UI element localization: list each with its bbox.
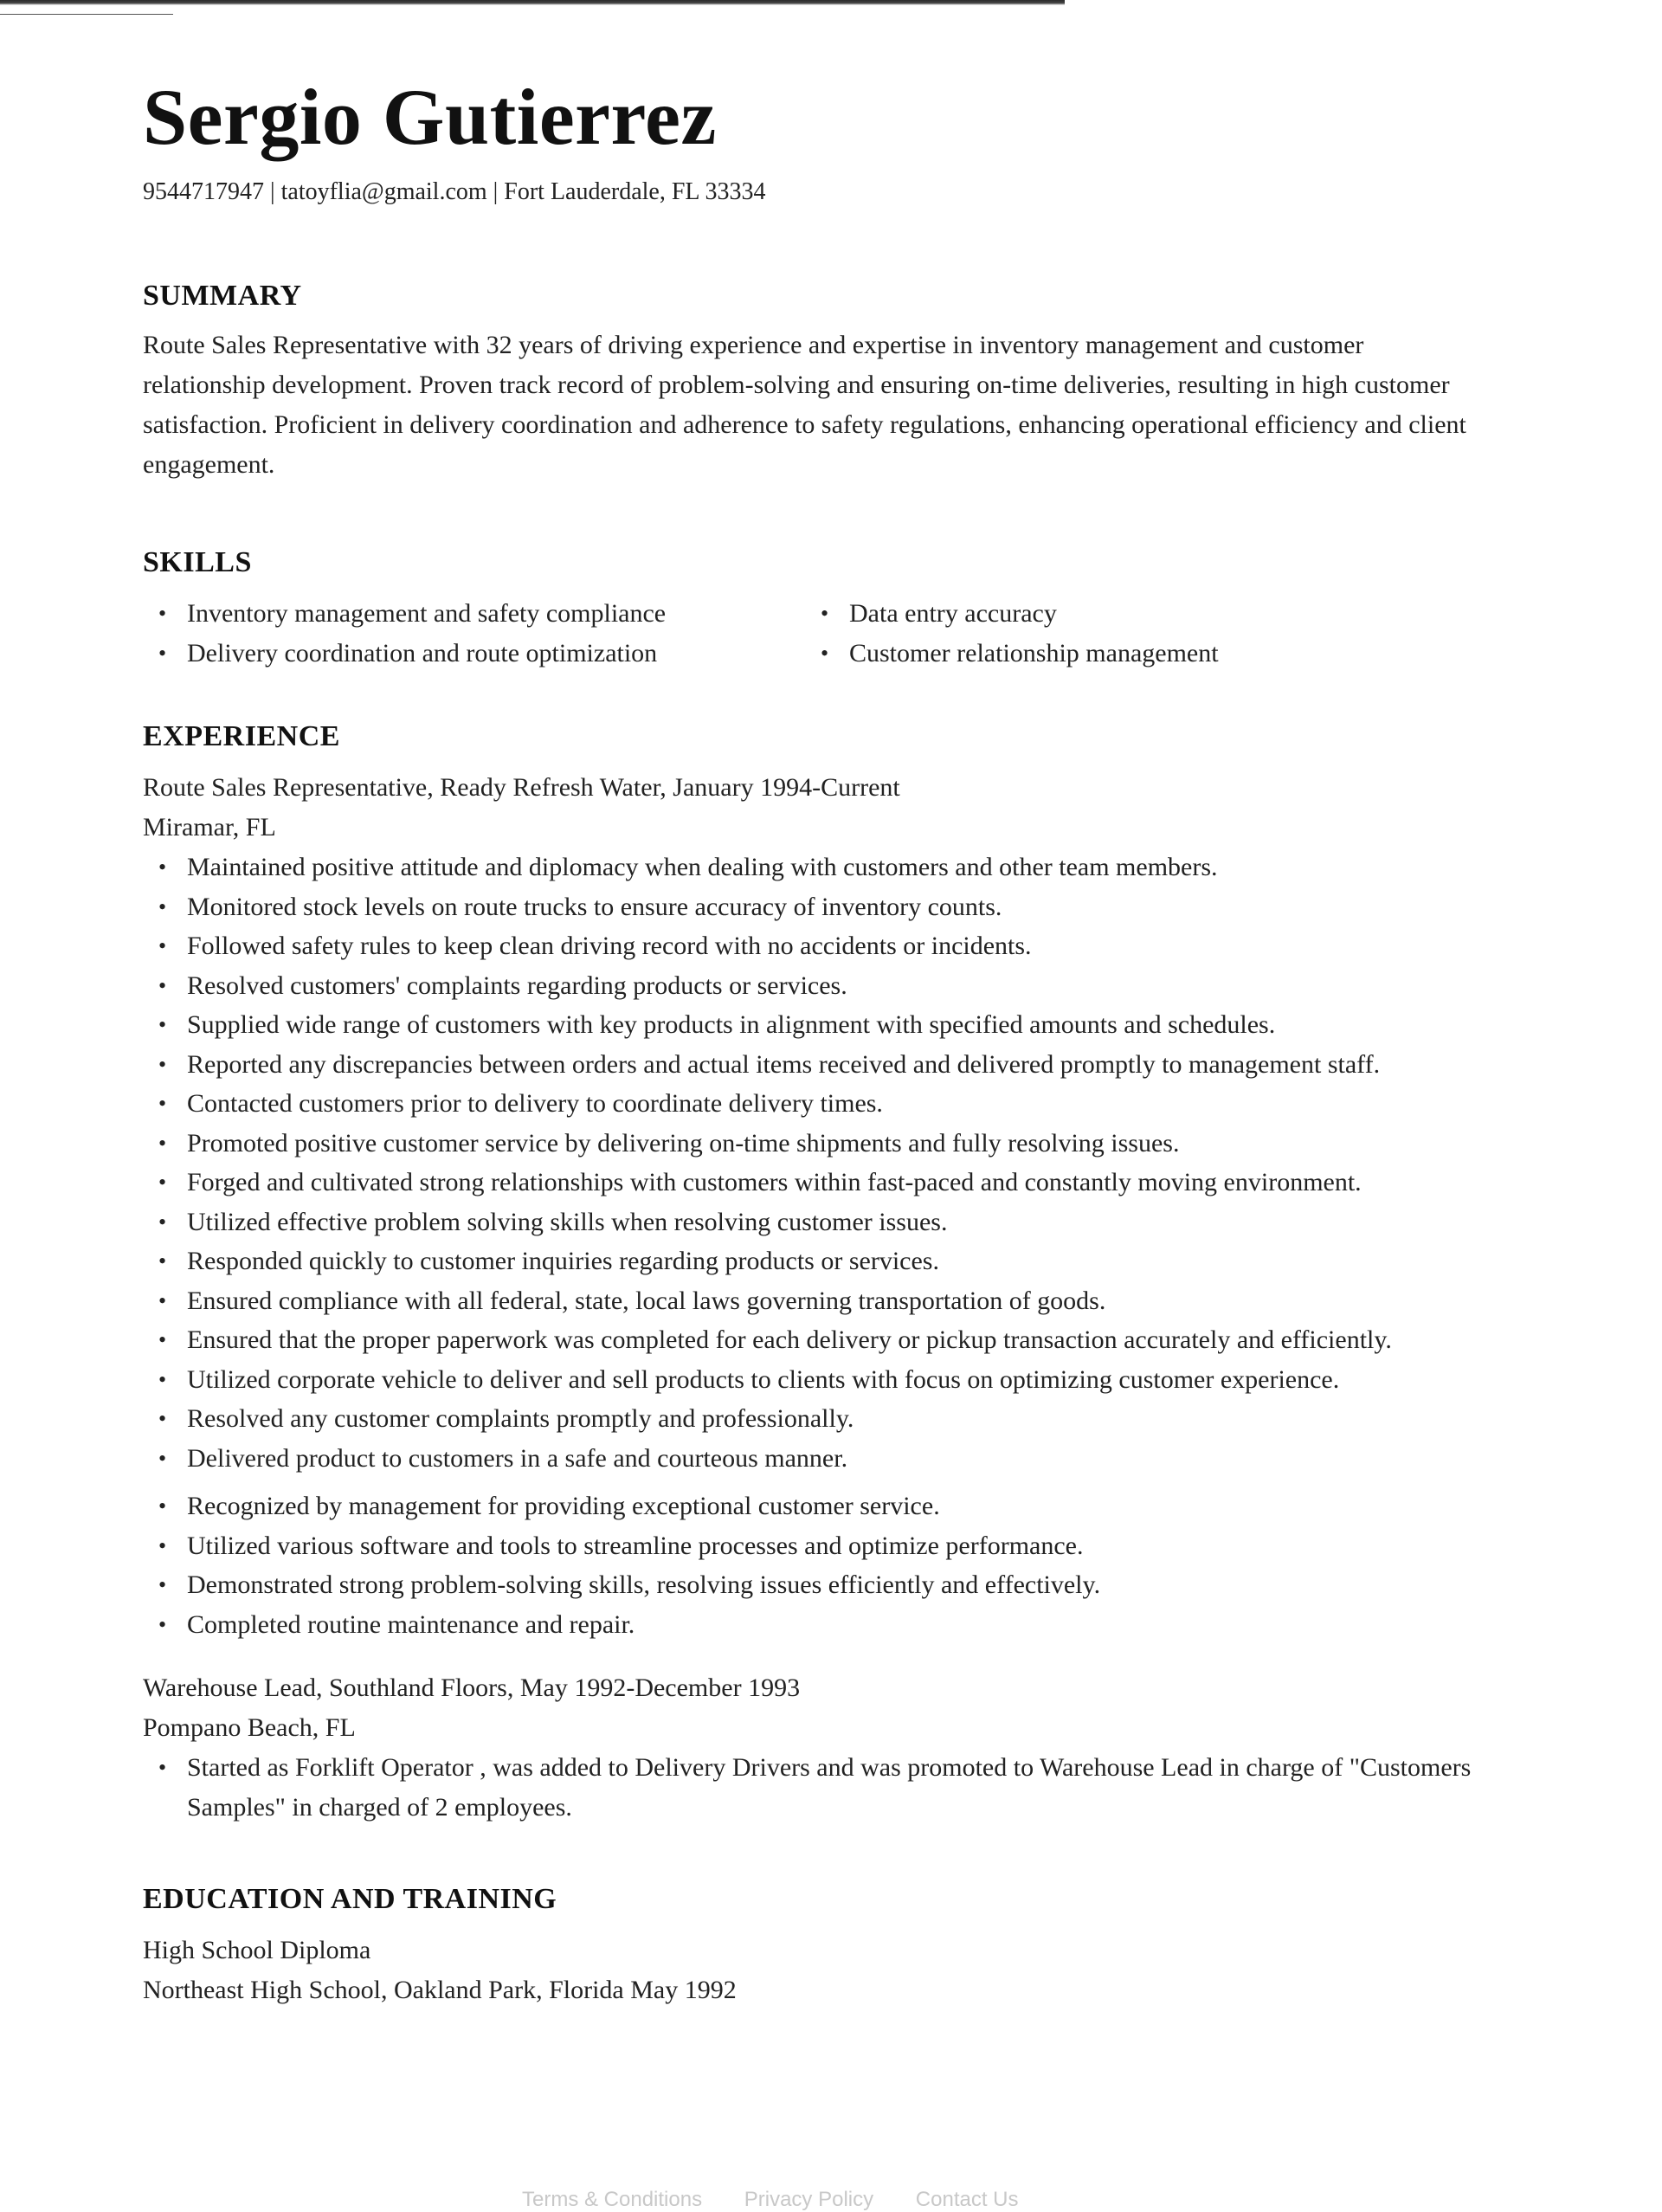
- skill-item: • Inventory management and safety compliance: [143, 594, 805, 634]
- skills-section: [143, 544, 1476, 673]
- list-item: • Monitored stock levels on route trucks to ensure accuracy of inventory counts.: [143, 887, 1476, 927]
- list-item: • Delivered product to customers in a safe and courteous manner.: [143, 1439, 1476, 1479]
- job-heading: Route Sales Representative, Ready Refresh Water, January 1994-Current: [143, 773, 900, 802]
- skill-item: • Customer relationship management: [805, 634, 1372, 674]
- education-school: Northeast High School, Oakland Park, Florida May 1992: [143, 1976, 737, 2004]
- job-entry: [143, 768, 1476, 1644]
- footer-link-terms[interactable]: Terms & Conditions: [522, 2188, 703, 2211]
- job-location: Miramar, FL: [143, 813, 276, 842]
- job-bullets: [143, 848, 1476, 1644]
- list-item: • Ensured that the proper paperwork was completed for each delivery or pickup transaction accurately and efficiently.: [143, 1320, 1476, 1360]
- list-item: • Completed routine maintenance and repair.: [143, 1605, 1476, 1645]
- list-item: • Forged and cultivated strong relationships with customers within fast-paced and constantly moving environment.: [143, 1163, 1476, 1203]
- list-item: • Resolved customers' complaints regarding products or services.: [143, 966, 1476, 1006]
- summary-section: [143, 277, 1476, 485]
- list-item: • Demonstrated strong problem-solving skills, resolving issues efficiently and effectively.: [143, 1565, 1476, 1605]
- skill-item: • Data entry accuracy: [805, 594, 1372, 634]
- job-entry: [143, 1668, 1476, 1827]
- list-item: • Supplied wide range of customers with key products in alignment with specified amounts and schedules.: [143, 1005, 1476, 1045]
- list-item: • Ensured compliance with all federal, state, local laws governing transportation of goods.: [143, 1281, 1476, 1321]
- skills-column-1: [143, 594, 805, 673]
- skill-item: • Delivery coordination and route optimization: [143, 634, 805, 674]
- list-item: • Reported any discrepancies between orders and actual items received and delivered promptly to management staff.: [143, 1045, 1476, 1085]
- footer-link-privacy[interactable]: Privacy Policy: [744, 2188, 874, 2211]
- contact-info: 9544717947 | tatoyflia@gmail.com | Fort Lauderdale, FL 33334: [143, 178, 766, 205]
- resume-name: Sergio Gutierrez: [143, 73, 717, 161]
- education-degree: High School Diploma: [143, 1936, 371, 1964]
- experience-title: EXPERIENCE: [143, 720, 340, 752]
- list-item: • Promoted positive customer service by delivering on-time shipments and fully resolving issues.: [143, 1124, 1476, 1164]
- list-item: • Utilized various software and tools to streamline processes and optimize performance.: [143, 1526, 1476, 1566]
- experience-section: [143, 718, 1476, 1827]
- list-item: • Responded quickly to customer inquiries regarding products or services.: [143, 1241, 1476, 1281]
- skills-columns: [143, 594, 1372, 673]
- footer-link-contact[interactable]: Contact Us: [915, 2188, 1019, 2211]
- footer-links: [522, 2188, 1055, 2212]
- skills-column-2: [805, 594, 1372, 673]
- summary-title: SUMMARY: [143, 280, 302, 312]
- summary-text: Route Sales Representative with 32 years of driving experience and expertise in inventory management and customer relationship development. Proven track record of problem-solving and ensuring on-time deliveries, resulting in high customer satisfaction. Proficient in delivery coordination and adherence to safety regulations, enhancing operational efficiency and client engagement.: [143, 331, 1466, 479]
- scan-top-edge: [0, 0, 1065, 5]
- list-item: • Contacted customers prior to delivery to coordinate delivery times.: [143, 1084, 1476, 1124]
- resume-page: [143, 69, 1476, 2010]
- list-item: • Recognized by management for providing exceptional customer service.: [143, 1486, 1476, 1526]
- job-bullets: [143, 1748, 1476, 1827]
- skills-title: SKILLS: [143, 546, 252, 578]
- education-section: [143, 1880, 1476, 2010]
- list-item: • Utilized effective problem solving skills when resolving customer issues.: [143, 1203, 1476, 1242]
- list-item: • Maintained positive attitude and diplomacy when dealing with customers and other team members.: [143, 848, 1476, 887]
- list-item: • Resolved any customer complaints promptly and professionally.: [143, 1399, 1476, 1439]
- scan-top-line: [0, 14, 173, 15]
- education-title: EDUCATION AND TRAINING: [143, 1883, 557, 1915]
- list-item: • Followed safety rules to keep clean driving record with no accidents or incidents.: [143, 926, 1476, 966]
- list-item: • Utilized corporate vehicle to deliver and sell products to clients with focus on optimizing customer experience.: [143, 1360, 1476, 1400]
- list-item: • Started as Forklift Operator , was added to Delivery Drivers and was promoted to Warehouse Lead in charge of "Customers Samples" in charged of 2 employees.: [143, 1748, 1476, 1827]
- job-heading: Warehouse Lead, Southland Floors, May 1992-December 1993: [143, 1674, 801, 1702]
- job-location: Pompano Beach, FL: [143, 1713, 356, 1742]
